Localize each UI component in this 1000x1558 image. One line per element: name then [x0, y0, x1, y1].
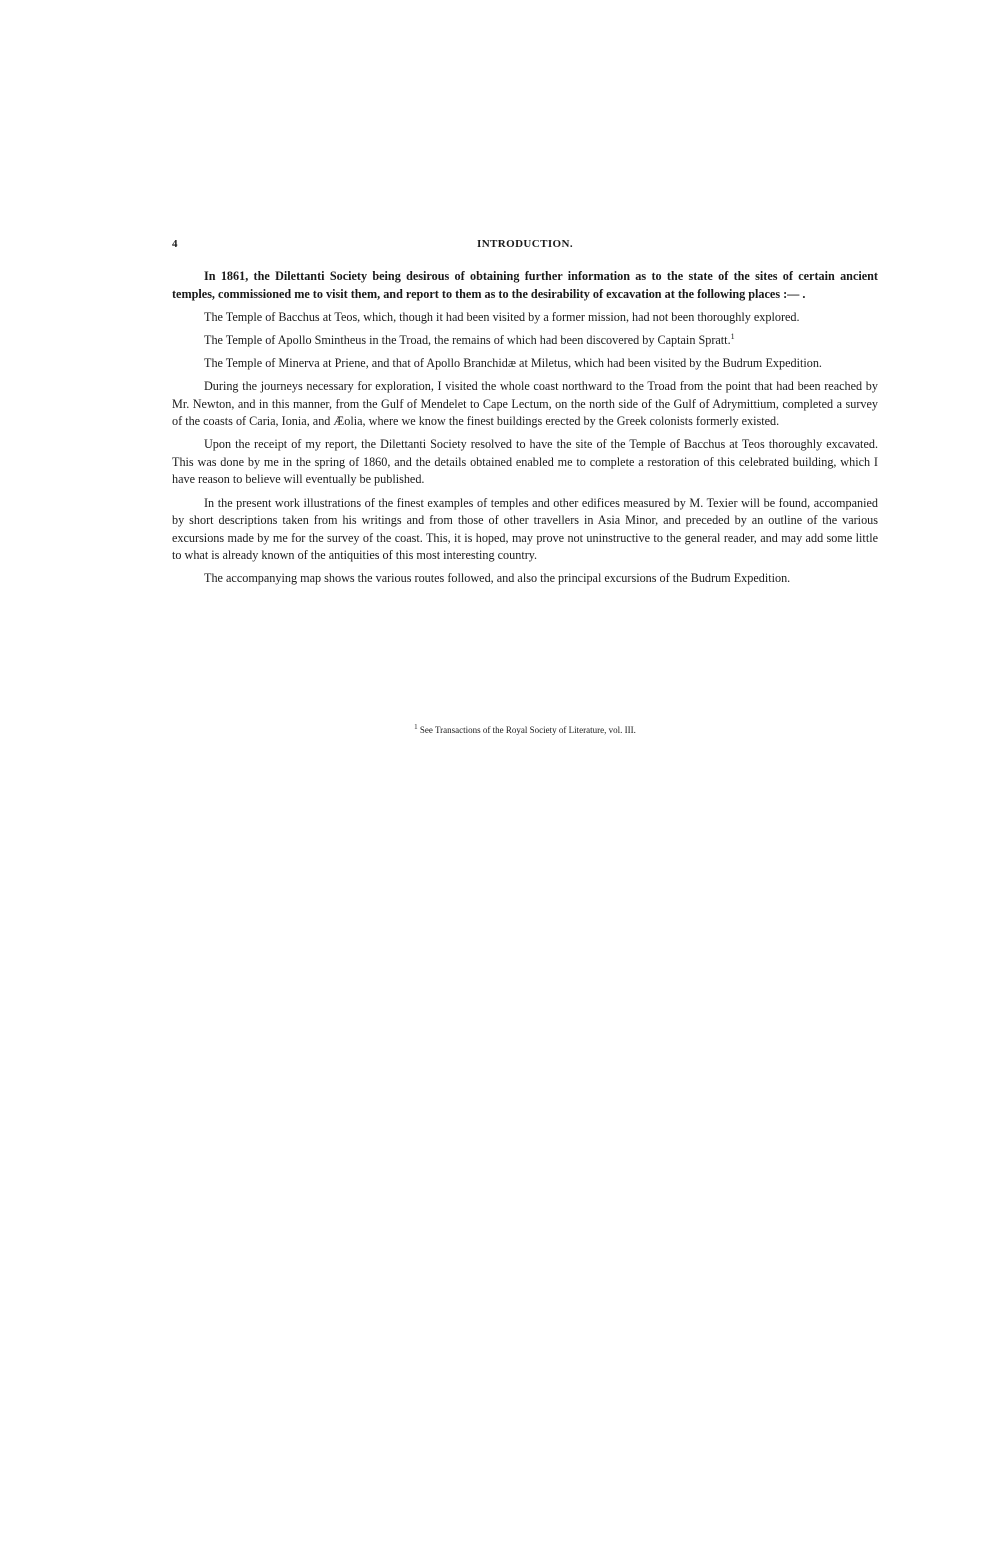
paragraph-intro: In 1861, the Dilettanti Society being desirous of obtaining further information as to the state of the sites of certain ancient temples, commissioned me to visit them, and report to them as to the desirability of excavation at the following places :— . — [172, 269, 878, 301]
paragraph-map: The accompanying map shows the various routes followed, and also the principal excursions of the Budrum Expedition. — [204, 571, 791, 586]
paragraph-journeys: During the journeys necessary for exploration, I visited the whole coast northward to the Troad from the point that had been reached by Mr. Newton, and in this manner, from the Gulf of Mendelet to Cape Lectum, on the north side of the Gulf of Adrymittium, completed a survey of the coasts of Caria, Ionia, and Æolia, where we know the finest buildings erected by the Greek colonists formerly existed. — [172, 378, 878, 429]
footnote-text: See Transactions of the Royal Society of Literature, vol. III. — [419, 725, 636, 735]
page-number: 4 — [172, 238, 178, 250]
footnote-reference: 1 — [730, 331, 735, 341]
paragraph-teos: The Temple of Bacchus at Teos, which, though it had been visited by a former mission, had not been thoroughly explored. — [204, 309, 800, 324]
footnote-marker: 1 — [414, 723, 418, 731]
paragraph-priene: The Temple of Minerva at Priene, and that of Apollo Branchidæ at Miletus, which had been visited by the Budrum Expedition. — [204, 355, 822, 370]
body-text — [172, 268, 878, 594]
paragraph-present-work: In the present work illustrations of the finest examples of temples and other edifices measured by M. Texier will be found, accompanied by short descriptions taken from his writings and from those of other travellers in Asia Minor, and preceded by an outline of the various excursions made by me for the survey of the coast. This, it is hoped, may prove not uninstructive to the general reader, and may add some little to what is already known of the antiquities of this most interesting country. — [172, 495, 878, 563]
paragraph-smintheus — [172, 332, 878, 350]
footnote — [172, 724, 878, 736]
paragraph-smintheus-text: The Temple of Apollo Smintheus in the Troad, the remains of which had been discovered by Captain Spratt. — [204, 332, 731, 347]
paragraph-report: Upon the receipt of my report, the Dilettanti Society resolved to have the site of the Temple of Bacchus at Teos thoroughly excavated. This was done by me in the spring of 1860, and the details obtained enabled me to complete a restoration of this celebrated building, which I have reason to believe will eventually be published. — [172, 437, 878, 487]
section-title: INTRODUCTION. — [477, 238, 573, 250]
running-head — [172, 238, 878, 254]
